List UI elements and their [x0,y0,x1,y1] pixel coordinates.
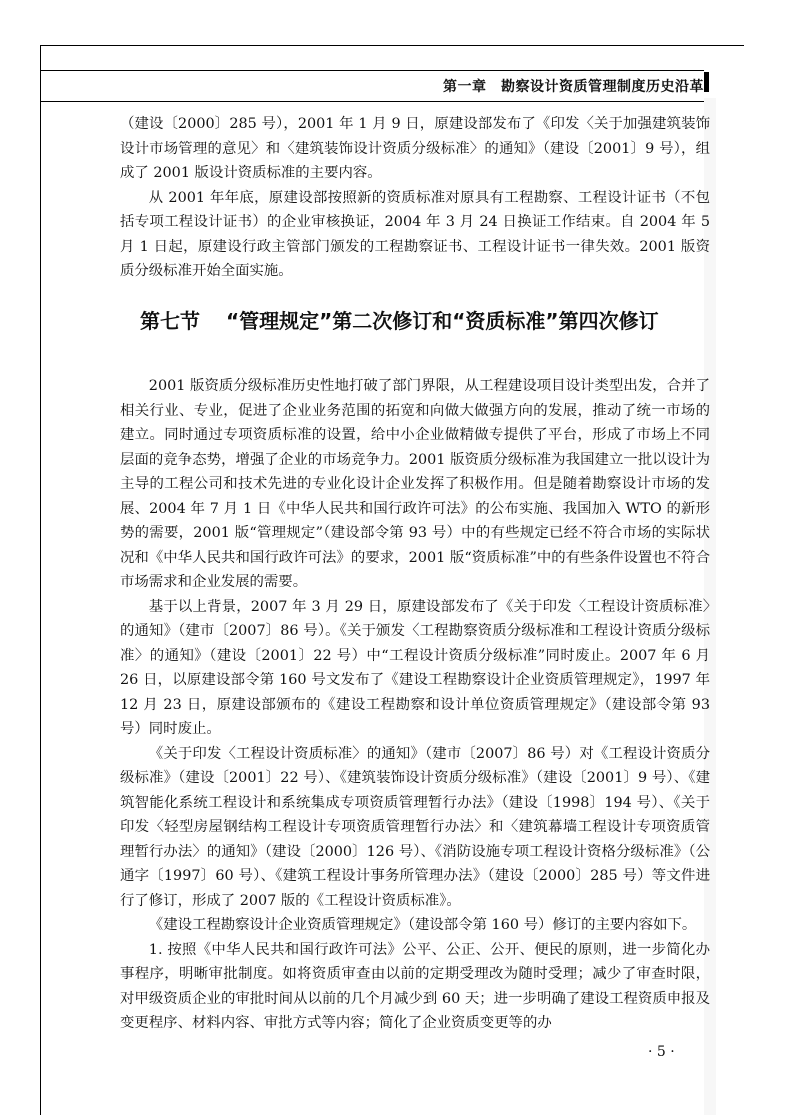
paragraph: 《建设工程勘察设计企业资质管理规定》（建设部令第 160 号）修订的主要内容如下。 [148,917,697,933]
page-number: · 5 · [648,1044,675,1060]
paragraph: 基于以上背景，2007 年 3 月 29 日，原建设部发布了《关于印发〈工程设计资质标准〉的通知》（建市〔2007〕86 号）。《关于颁发〈工程勘察资质分级标准和工程设计资质分级标准〉的通知》（建设〔2001〕22 号）中“工程设计资质分级标准”同时废止。2007 年 6 月 26 日，以原建设部令第 160 号文发布了《建设工程勘察设计企业资质管理规定》，1997 年 12 月 23 日，原建设部颁布的《建设工程勘察和设计单位资质管理规定》（建设部令第 93 号）同时废止。 [120,598,710,737]
paragraph: 2001 版资质分级标准历史性地打破了部门界限，从工程建设项目设计类型出发，合并了相关行业、专业，促进了企业业务范围的拓宽和向做大做强方向的发展，推动了统一市场的建立。同时通过专项资质标准的设置，给中小企业做精做专提供了平台，形成了市场上不同层面的竞争态势，增强了企业的市场竞争力。2001 版资质分级标准为我国建立一批以设计为主导的工程公司和技术先进的专业化设计企业发挥了积极作用。但是随着勘察设计市场的发展、2004 年 7 月 1 日《中华人民共和国行政许可法》的公布实施、我国加入 WTO 的新形势的需要，2001 版“管理规定”（建设部令第 93 号）中的有些规定已经不符合市场的实际状况和《中华人民共和国行政许可法》的要求，2001 版“资质标准”中的有些条件设置也不符合市场需求和企业发展的需要。 [120,378,710,590]
section-number: 第七节 [140,309,200,333]
paragraph: 《关于印发〈工程设计资质标准〉的通知》（建市〔2007〕86 号）对《工程设计资质分级标准》（建设〔2001〕22 号）、《建筑装饰设计资质分级标准》（建设〔2001〕9 号）、《建筑智能化系统工程设计和系统集成专项资质管理暂行办法》（建设〔1998〕194 号）、《关于印发〈轻型房屋钢结构工程设计专项资质管理暂行办法〉和〈建筑幕墙工程设计专项资质管理暂行办法〉的通知》（建设〔2000〕126 号）、《消防设施专项工程设计资格分级标准》（公通字〔1997〕60 号）、《建筑工程设计事务所管理办法》（建设〔2000〕285 号）等文件进行了修订，形成了 2007 版的《工程设计资质标准》。 [120,745,710,909]
section-title: “管理规定”第二次修订和“资质标准”第四次修订 [226,309,659,333]
paragraph: 从 2001 年年底，原建设部按照新的资质标准对原具有工程勘察、工程设计证书（不包括专项工程设计证书）的企业审核换证，2004 年 3 月 24 日换证工作结束。自 2004 年 5 月 1 日起，原建设行政主管部门颁发的工程勘察证书、工程设计证书一律失效。2001 版资质分级标准开始全面实施。 [120,189,710,279]
top-text-block [120,112,710,284]
running-head: 第一章 勘察设计资质管理制度历史沿革 [443,79,704,95]
running-head-marker [704,72,709,92]
body-text-block [120,374,710,1036]
section-heading [140,305,700,334]
paragraph: 1. 按照《中华人民共和国行政许可法》公平、公正、公开、便民的原则，进一步简化办事程序，明晰审批制度。如将资质审查由以前的定期受理改为随时受理；减少了审查时限，对甲级资质企业的审批时间从以前的几个月减少到 60 天；进一步明确了建设工程资质申报及变更程序、材料内容、审批方式等内容；简化了企业资质变更等的办 [120,941,710,1031]
paragraph: （建设〔2000〕285 号），2001 年 1 月 9 日，原建设部发布了《印发〈关于加强建筑装饰设计市场管理的意见〉和〈建筑装饰设计资质分级标准〉的通知》（建设〔2001〕9 号），组成了 2001 版设计资质标准的主要内容。 [120,116,710,181]
